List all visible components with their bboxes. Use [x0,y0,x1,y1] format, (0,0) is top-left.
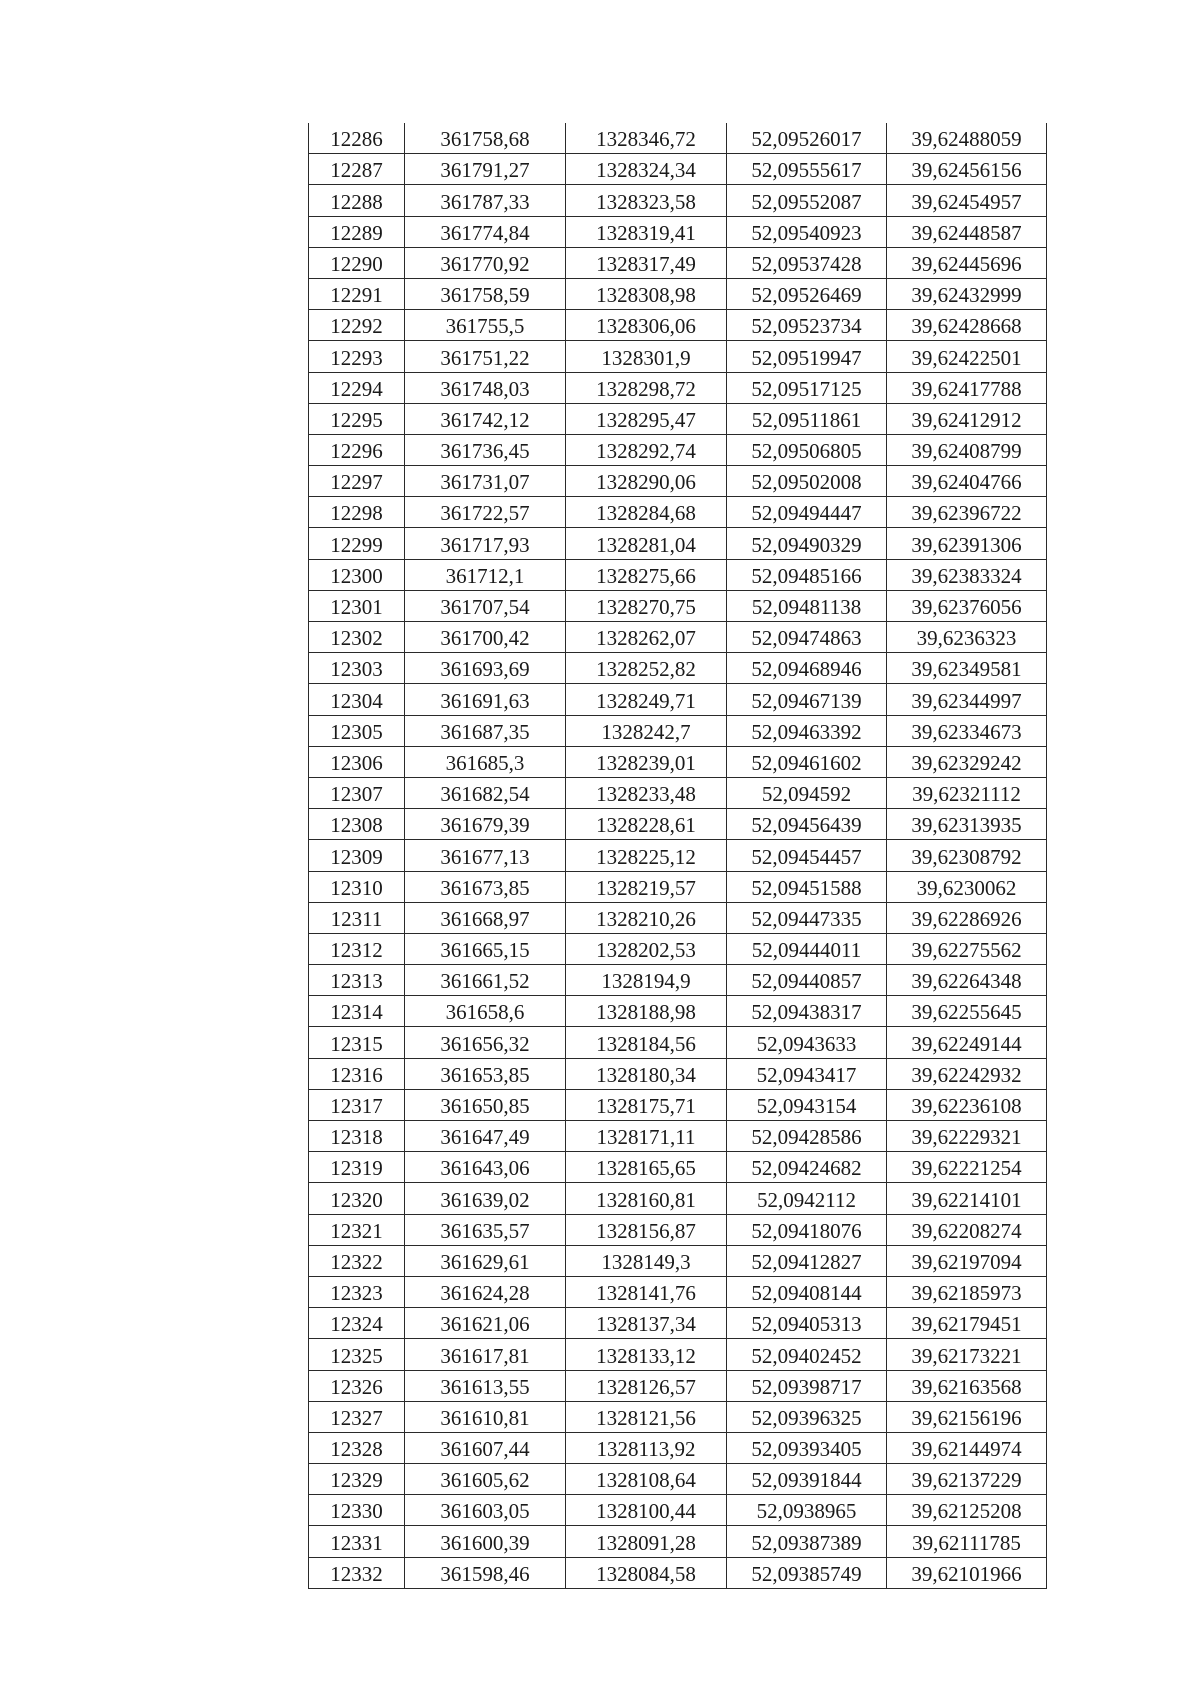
point-number-cell: 12302 [309,622,405,653]
latitude-cell: 52,09451588 [727,871,887,902]
latitude-cell: 52,09385749 [727,1557,887,1588]
table-row [309,653,1047,684]
point-number-cell: 12290 [309,247,405,278]
table-row [309,809,1047,840]
table-row [309,1464,1047,1495]
longitude-cell: 39,62376056 [887,590,1047,621]
latitude-cell: 52,09502008 [727,466,887,497]
longitude-cell: 39,62432999 [887,278,1047,309]
latitude-cell: 52,0943417 [727,1058,887,1089]
longitude-cell: 39,6230062 [887,871,1047,902]
longitude-cell: 39,62454957 [887,185,1047,216]
table-row [309,403,1047,434]
table-row [309,1152,1047,1183]
latitude-cell: 52,0938965 [727,1495,887,1526]
table-row [309,622,1047,653]
y-coordinate-cell: 1328108,64 [566,1464,727,1495]
y-coordinate-cell: 1328295,47 [566,403,727,434]
latitude-cell: 52,09526469 [727,278,887,309]
x-coordinate-cell: 361603,05 [405,1495,566,1526]
latitude-cell: 52,09387389 [727,1526,887,1557]
point-number-cell: 12317 [309,1089,405,1120]
point-number-cell: 12313 [309,965,405,996]
point-number-cell: 12332 [309,1557,405,1588]
longitude-cell: 39,62249144 [887,1027,1047,1058]
point-number-cell: 12308 [309,809,405,840]
longitude-cell: 39,62308792 [887,840,1047,871]
longitude-cell: 39,62144974 [887,1432,1047,1463]
latitude-cell: 52,09490329 [727,528,887,559]
latitude-cell: 52,09467139 [727,684,887,715]
table-row [309,715,1047,746]
point-number-cell: 12301 [309,590,405,621]
latitude-cell: 52,09396325 [727,1401,887,1432]
x-coordinate-cell: 361758,68 [405,123,566,154]
x-coordinate-cell: 361668,97 [405,902,566,933]
y-coordinate-cell: 1328194,9 [566,965,727,996]
latitude-cell: 52,09438317 [727,996,887,1027]
longitude-cell: 39,62321112 [887,777,1047,808]
table-row [309,1401,1047,1432]
longitude-cell: 39,62422501 [887,341,1047,372]
table-row [309,1526,1047,1557]
latitude-cell: 52,09519947 [727,341,887,372]
longitude-cell: 39,62391306 [887,528,1047,559]
point-number-cell: 12331 [309,1526,405,1557]
longitude-cell: 39,62404766 [887,466,1047,497]
latitude-cell: 52,09428586 [727,1121,887,1152]
point-number-cell: 12319 [309,1152,405,1183]
point-number-cell: 12326 [309,1370,405,1401]
longitude-cell: 39,62214101 [887,1183,1047,1214]
point-number-cell: 12303 [309,653,405,684]
point-number-cell: 12328 [309,1432,405,1463]
y-coordinate-cell: 1328113,92 [566,1432,727,1463]
y-coordinate-cell: 1328262,07 [566,622,727,653]
y-coordinate-cell: 1328249,71 [566,684,727,715]
latitude-cell: 52,09511861 [727,403,887,434]
table-row [309,310,1047,341]
table-row [309,871,1047,902]
table-row [309,746,1047,777]
longitude-cell: 39,62229321 [887,1121,1047,1152]
point-number-cell: 12318 [309,1121,405,1152]
x-coordinate-cell: 361691,63 [405,684,566,715]
point-number-cell: 12294 [309,372,405,403]
table-row [309,434,1047,465]
y-coordinate-cell: 1328100,44 [566,1495,727,1526]
longitude-cell: 39,62383324 [887,559,1047,590]
table-row [309,247,1047,278]
point-number-cell: 12289 [309,216,405,247]
latitude-cell: 52,09444011 [727,933,887,964]
table-row [309,528,1047,559]
latitude-cell: 52,09517125 [727,372,887,403]
table-row [309,1121,1047,1152]
x-coordinate-cell: 361665,15 [405,933,566,964]
y-coordinate-cell: 1328165,65 [566,1152,727,1183]
table-row [309,216,1047,247]
x-coordinate-cell: 361774,84 [405,216,566,247]
point-number-cell: 12300 [309,559,405,590]
x-coordinate-cell: 361610,81 [405,1401,566,1432]
latitude-cell: 52,09447335 [727,902,887,933]
latitude-cell: 52,09481138 [727,590,887,621]
table-row [309,154,1047,185]
point-number-cell: 12329 [309,1464,405,1495]
table-row [309,185,1047,216]
point-number-cell: 12286 [309,123,405,154]
y-coordinate-cell: 1328121,56 [566,1401,727,1432]
y-coordinate-cell: 1328275,66 [566,559,727,590]
longitude-cell: 39,62173221 [887,1339,1047,1370]
point-number-cell: 12327 [309,1401,405,1432]
x-coordinate-cell: 361600,39 [405,1526,566,1557]
longitude-cell: 39,62242932 [887,1058,1047,1089]
latitude-cell: 52,09537428 [727,247,887,278]
longitude-cell: 39,62445696 [887,247,1047,278]
longitude-cell: 39,62344997 [887,684,1047,715]
x-coordinate-cell: 361712,1 [405,559,566,590]
y-coordinate-cell: 1328242,7 [566,715,727,746]
longitude-cell: 39,62396722 [887,497,1047,528]
y-coordinate-cell: 1328210,26 [566,902,727,933]
table-row [309,996,1047,1027]
y-coordinate-cell: 1328292,74 [566,434,727,465]
y-coordinate-cell: 1328149,3 [566,1245,727,1276]
point-number-cell: 12299 [309,528,405,559]
y-coordinate-cell: 1328306,06 [566,310,727,341]
y-coordinate-cell: 1328133,12 [566,1339,727,1370]
y-coordinate-cell: 1328281,04 [566,528,727,559]
latitude-cell: 52,09393405 [727,1432,887,1463]
point-number-cell: 12323 [309,1276,405,1307]
latitude-cell: 52,09463392 [727,715,887,746]
longitude-cell: 39,62156196 [887,1401,1047,1432]
table-row [309,1276,1047,1307]
x-coordinate-cell: 361755,5 [405,310,566,341]
y-coordinate-cell: 1328175,71 [566,1089,727,1120]
latitude-cell: 52,09454457 [727,840,887,871]
y-coordinate-cell: 1328228,61 [566,809,727,840]
point-number-cell: 12297 [309,466,405,497]
x-coordinate-cell: 361748,03 [405,372,566,403]
x-coordinate-cell: 361736,45 [405,434,566,465]
point-number-cell: 12291 [309,278,405,309]
y-coordinate-cell: 1328180,34 [566,1058,727,1089]
longitude-cell: 39,62408799 [887,434,1047,465]
y-coordinate-cell: 1328160,81 [566,1183,727,1214]
latitude-cell: 52,0942112 [727,1183,887,1214]
point-number-cell: 12293 [309,341,405,372]
x-coordinate-cell: 361613,55 [405,1370,566,1401]
longitude-cell: 39,62185973 [887,1276,1047,1307]
latitude-cell: 52,09398717 [727,1370,887,1401]
y-coordinate-cell: 1328239,01 [566,746,727,777]
point-number-cell: 12295 [309,403,405,434]
y-coordinate-cell: 1328301,9 [566,341,727,372]
x-coordinate-cell: 361707,54 [405,590,566,621]
longitude-cell: 39,62137229 [887,1464,1047,1495]
x-coordinate-cell: 361693,69 [405,653,566,684]
x-coordinate-cell: 361679,39 [405,809,566,840]
longitude-cell: 39,62412912 [887,403,1047,434]
longitude-cell: 39,62456156 [887,154,1047,185]
longitude-cell: 39,62255645 [887,996,1047,1027]
latitude-cell: 52,09494447 [727,497,887,528]
longitude-cell: 39,62208274 [887,1214,1047,1245]
x-coordinate-cell: 361647,49 [405,1121,566,1152]
point-number-cell: 12306 [309,746,405,777]
latitude-cell: 52,09474863 [727,622,887,653]
longitude-cell: 39,62179451 [887,1308,1047,1339]
latitude-cell: 52,09402452 [727,1339,887,1370]
x-coordinate-cell: 361722,57 [405,497,566,528]
longitude-cell: 39,62197094 [887,1245,1047,1276]
table-row [309,1089,1047,1120]
table-row [309,590,1047,621]
y-coordinate-cell: 1328323,58 [566,185,727,216]
latitude-cell: 52,09456439 [727,809,887,840]
longitude-cell: 39,62329242 [887,746,1047,777]
x-coordinate-cell: 361656,32 [405,1027,566,1058]
x-coordinate-cell: 361635,57 [405,1214,566,1245]
longitude-cell: 39,62163568 [887,1370,1047,1401]
point-number-cell: 12298 [309,497,405,528]
longitude-cell: 39,62221254 [887,1152,1047,1183]
y-coordinate-cell: 1328219,57 [566,871,727,902]
point-number-cell: 12330 [309,1495,405,1526]
table-row [309,965,1047,996]
point-number-cell: 12316 [309,1058,405,1089]
table-row [309,933,1047,964]
point-number-cell: 12320 [309,1183,405,1214]
y-coordinate-cell: 1328156,87 [566,1214,727,1245]
table-row [309,1214,1047,1245]
point-number-cell: 12304 [309,684,405,715]
y-coordinate-cell: 1328317,49 [566,247,727,278]
longitude-cell: 39,62125208 [887,1495,1047,1526]
longitude-cell: 39,62275562 [887,933,1047,964]
y-coordinate-cell: 1328137,34 [566,1308,727,1339]
y-coordinate-cell: 1328270,75 [566,590,727,621]
table-row [309,1432,1047,1463]
table-row [309,1339,1047,1370]
y-coordinate-cell: 1328188,98 [566,996,727,1027]
x-coordinate-cell: 361685,3 [405,746,566,777]
point-number-cell: 12307 [309,777,405,808]
point-number-cell: 12287 [309,154,405,185]
table-row [309,1027,1047,1058]
x-coordinate-cell: 361742,12 [405,403,566,434]
x-coordinate-cell: 361598,46 [405,1557,566,1588]
y-coordinate-cell: 1328126,57 [566,1370,727,1401]
latitude-cell: 52,09391844 [727,1464,887,1495]
point-number-cell: 12292 [309,310,405,341]
longitude-cell: 39,62349581 [887,653,1047,684]
x-coordinate-cell: 361653,85 [405,1058,566,1089]
longitude-cell: 39,62448587 [887,216,1047,247]
latitude-cell: 52,09540923 [727,216,887,247]
table-row [309,341,1047,372]
longitude-cell: 39,62101966 [887,1557,1047,1588]
coordinates-table-body [309,123,1047,1588]
latitude-cell: 52,0943154 [727,1089,887,1120]
longitude-cell: 39,62236108 [887,1089,1047,1120]
table-row [309,1245,1047,1276]
latitude-cell: 52,09408144 [727,1276,887,1307]
longitude-cell: 39,62264348 [887,965,1047,996]
table-row [309,497,1047,528]
table-row [309,278,1047,309]
y-coordinate-cell: 1328171,11 [566,1121,727,1152]
x-coordinate-cell: 361661,52 [405,965,566,996]
x-coordinate-cell: 361643,06 [405,1152,566,1183]
point-number-cell: 12321 [309,1214,405,1245]
y-coordinate-cell: 1328346,72 [566,123,727,154]
y-coordinate-cell: 1328184,56 [566,1027,727,1058]
y-coordinate-cell: 1328091,28 [566,1526,727,1557]
y-coordinate-cell: 1328290,06 [566,466,727,497]
table-row [309,559,1047,590]
latitude-cell: 52,09418076 [727,1214,887,1245]
x-coordinate-cell: 361650,85 [405,1089,566,1120]
y-coordinate-cell: 1328324,34 [566,154,727,185]
point-number-cell: 12324 [309,1308,405,1339]
table-row [309,1308,1047,1339]
y-coordinate-cell: 1328308,98 [566,278,727,309]
x-coordinate-cell: 361605,62 [405,1464,566,1495]
table-row [309,1058,1047,1089]
latitude-cell: 52,09424682 [727,1152,887,1183]
longitude-cell: 39,62334673 [887,715,1047,746]
longitude-cell: 39,62428668 [887,310,1047,341]
latitude-cell: 52,09523734 [727,310,887,341]
longitude-cell: 39,62313935 [887,809,1047,840]
x-coordinate-cell: 361658,6 [405,996,566,1027]
latitude-cell: 52,09405313 [727,1308,887,1339]
y-coordinate-cell: 1328225,12 [566,840,727,871]
x-coordinate-cell: 361639,02 [405,1183,566,1214]
point-number-cell: 12322 [309,1245,405,1276]
point-number-cell: 12325 [309,1339,405,1370]
x-coordinate-cell: 361731,07 [405,466,566,497]
x-coordinate-cell: 361682,54 [405,777,566,808]
y-coordinate-cell: 1328298,72 [566,372,727,403]
table-row [309,1495,1047,1526]
latitude-cell: 52,09526017 [727,123,887,154]
point-number-cell: 12310 [309,871,405,902]
latitude-cell: 52,09506805 [727,434,887,465]
point-number-cell: 12288 [309,185,405,216]
y-coordinate-cell: 1328233,48 [566,777,727,808]
latitude-cell: 52,09555617 [727,154,887,185]
table-row [309,372,1047,403]
x-coordinate-cell: 361607,44 [405,1432,566,1463]
point-number-cell: 12309 [309,840,405,871]
table-row [309,684,1047,715]
longitude-cell: 39,6236323 [887,622,1047,653]
longitude-cell: 39,62286926 [887,902,1047,933]
table-row [309,123,1047,154]
latitude-cell: 52,09485166 [727,559,887,590]
longitude-cell: 39,62488059 [887,123,1047,154]
latitude-cell: 52,09412827 [727,1245,887,1276]
point-number-cell: 12315 [309,1027,405,1058]
latitude-cell: 52,09552087 [727,185,887,216]
table-row [309,1183,1047,1214]
longitude-cell: 39,62417788 [887,372,1047,403]
coordinates-table [308,123,1047,1589]
latitude-cell: 52,094592 [727,777,887,808]
table-row [309,1557,1047,1588]
latitude-cell: 52,09468946 [727,653,887,684]
x-coordinate-cell: 361700,42 [405,622,566,653]
table-row [309,777,1047,808]
longitude-cell: 39,62111785 [887,1526,1047,1557]
y-coordinate-cell: 1328141,76 [566,1276,727,1307]
x-coordinate-cell: 361758,59 [405,278,566,309]
point-number-cell: 12314 [309,996,405,1027]
latitude-cell: 52,09461602 [727,746,887,777]
y-coordinate-cell: 1328319,41 [566,216,727,247]
x-coordinate-cell: 361677,13 [405,840,566,871]
x-coordinate-cell: 361629,61 [405,1245,566,1276]
y-coordinate-cell: 1328252,82 [566,653,727,684]
y-coordinate-cell: 1328084,58 [566,1557,727,1588]
x-coordinate-cell: 361624,28 [405,1276,566,1307]
point-number-cell: 12312 [309,933,405,964]
x-coordinate-cell: 361673,85 [405,871,566,902]
table-row [309,1370,1047,1401]
x-coordinate-cell: 361621,06 [405,1308,566,1339]
latitude-cell: 52,09440857 [727,965,887,996]
point-number-cell: 12311 [309,902,405,933]
point-number-cell: 12305 [309,715,405,746]
x-coordinate-cell: 361787,33 [405,185,566,216]
table-row [309,902,1047,933]
latitude-cell: 52,0943633 [727,1027,887,1058]
x-coordinate-cell: 361791,27 [405,154,566,185]
x-coordinate-cell: 361617,81 [405,1339,566,1370]
x-coordinate-cell: 361687,35 [405,715,566,746]
x-coordinate-cell: 361751,22 [405,341,566,372]
x-coordinate-cell: 361770,92 [405,247,566,278]
x-coordinate-cell: 361717,93 [405,528,566,559]
y-coordinate-cell: 1328284,68 [566,497,727,528]
table-row [309,840,1047,871]
point-number-cell: 12296 [309,434,405,465]
table-row [309,466,1047,497]
y-coordinate-cell: 1328202,53 [566,933,727,964]
